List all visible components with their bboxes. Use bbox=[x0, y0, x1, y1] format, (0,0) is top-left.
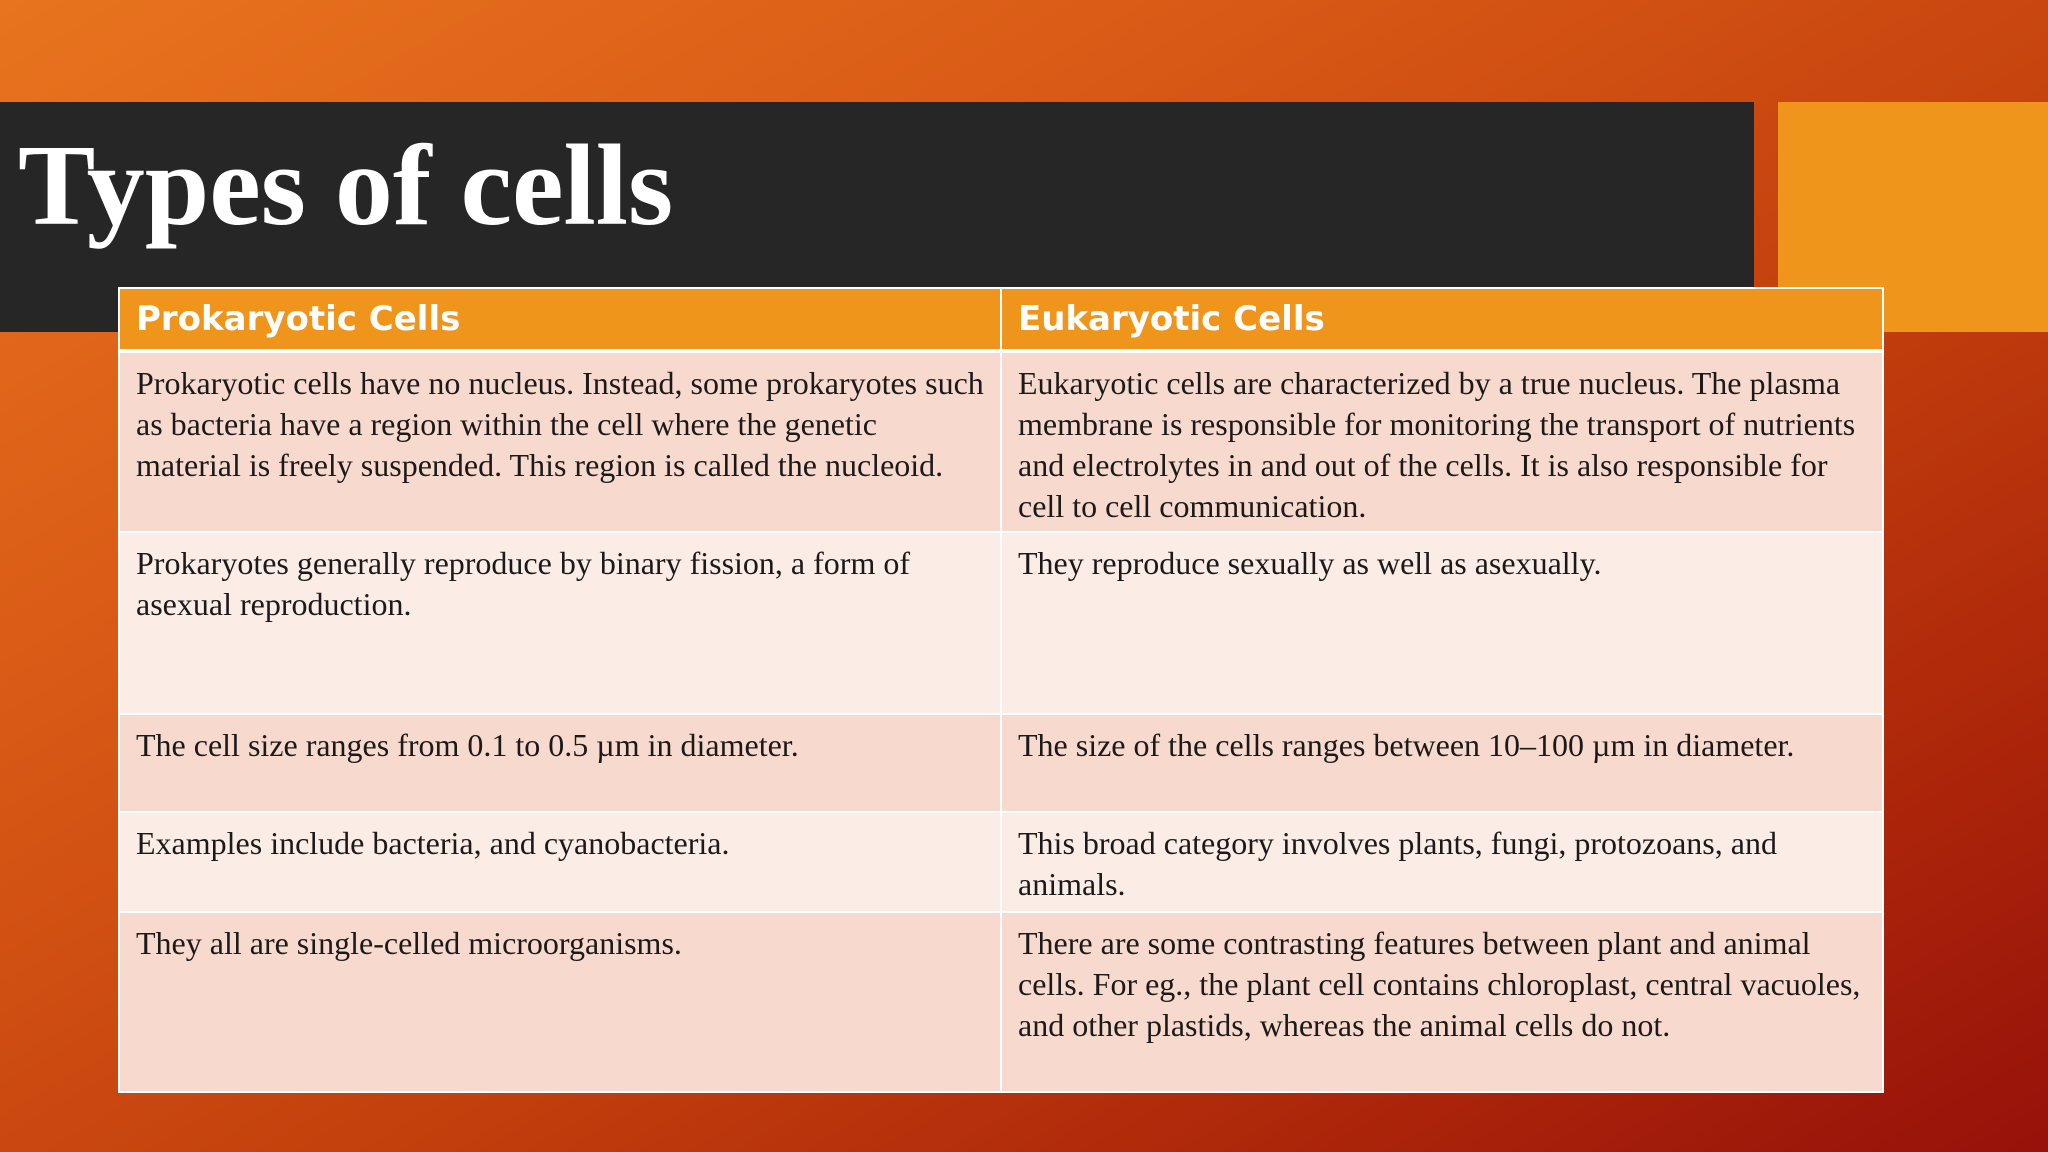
cell-prokaryotic: Prokaryotic cells have no nucleus. Instead, some prokaryotes such as bacteria have a region within the cell where the genetic material is freely suspended. This region is called the nucleoid. bbox=[119, 351, 1001, 532]
table-header-row bbox=[119, 288, 1883, 351]
cell-eukaryotic: This broad category involves plants, fungi, protozoans, and animals. bbox=[1001, 812, 1883, 912]
table-row bbox=[119, 812, 1883, 912]
cell-prokaryotic: Prokaryotes generally reproduce by binary fission, a form of asexual reproduction. bbox=[119, 532, 1001, 714]
header-prokaryotic: Prokaryotic Cells bbox=[119, 288, 1001, 351]
cell-eukaryotic: There are some contrasting features between plant and animal cells. For eg., the plant cell contains chloroplast, central vacuoles, and other plastids, whereas the animal cells do not. bbox=[1001, 912, 1883, 1092]
table-row bbox=[119, 714, 1883, 812]
cell-eukaryotic: Eukaryotic cells are characterized by a true nucleus. The plasma membrane is responsible for monitoring the transport of nutrients and electrolytes in and out of the cells. It is also responsible for cell to cell communication. bbox=[1001, 351, 1883, 532]
comparison-table bbox=[118, 287, 1884, 1093]
table-row bbox=[119, 532, 1883, 714]
slide-title: Types of cells bbox=[18, 122, 674, 250]
cell-prokaryotic: They all are single-celled microorganisms. bbox=[119, 912, 1001, 1092]
header-eukaryotic: Eukaryotic Cells bbox=[1001, 288, 1883, 351]
cell-eukaryotic: They reproduce sexually as well as asexually. bbox=[1001, 532, 1883, 714]
table-row bbox=[119, 912, 1883, 1092]
cell-prokaryotic: Examples include bacteria, and cyanobacteria. bbox=[119, 812, 1001, 912]
cell-prokaryotic: The cell size ranges from 0.1 to 0.5 µm in diameter. bbox=[119, 714, 1001, 812]
table-row bbox=[119, 351, 1883, 532]
cell-eukaryotic: The size of the cells ranges between 10–100 µm in diameter. bbox=[1001, 714, 1883, 812]
